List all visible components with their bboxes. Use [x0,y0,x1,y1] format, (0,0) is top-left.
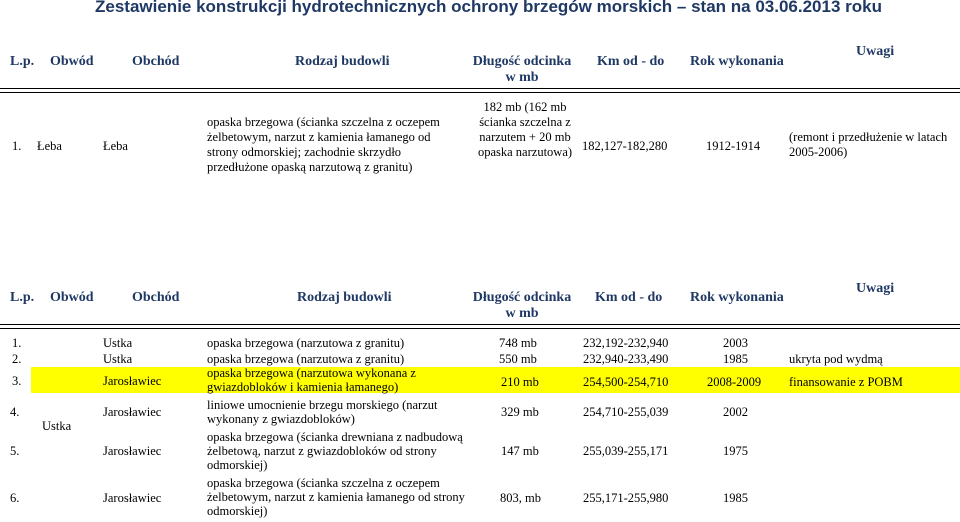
cell-dlugosc: 210 mb [501,375,539,389]
header-rodzaj: Rodzaj budowli [295,54,390,69]
cell-dlugosc: 329 mb [501,405,539,419]
cell-rodzaj: liniowe umocnienie brzegu morskiego (narzut wykonany z gwiazdobloków) [207,398,438,426]
cell-km: 254,710-255,039 [583,405,669,419]
header-obwod: Obwód [50,54,94,69]
cell-obchod: Jarosławiec [103,444,162,458]
header-rodzaj: Rodzaj budowli [297,290,392,305]
cell-obchod: Jarosławiec [103,405,162,419]
cell-rodzaj: opaska brzegowa (narzutowa z granitu) [207,352,405,366]
cell-rodzaj: opaska brzegowa (ścianka szczelna z oczepem żelbetowym, narzut z kamienia łamanego od strony odmorskiej) [207,476,465,518]
header-dlugosc: Długość odcinka w mb [472,54,572,85]
cell-km: 232,192-232,940 [583,336,669,350]
cell-rok: 1912-1914 [706,139,761,153]
cell-dlugosc: 803, mb [500,491,541,505]
cell-rok: 2003 [723,336,748,350]
cell-km: 232,940-233,490 [583,352,669,366]
cell-km: 255,171-255,980 [583,491,669,505]
header-lp: L.p. [10,54,35,69]
cell-dlugosc: 147 mb [501,444,539,458]
header-obchod: Obchód [132,54,180,69]
cell-uwagi: finansowanie z POBM [789,375,903,389]
cell-lp: 6. [10,491,20,505]
header-rok: Rok wykonania [690,290,784,305]
header-lp: L.p. [10,290,35,305]
cell-km: 182,127-182,280 [582,139,668,153]
cell-obwod: Łeba [37,139,62,153]
cell-obchod: Łeba [103,139,128,153]
divider [0,328,960,329]
cell-rok: 1985 [723,491,748,505]
cell-rok: 1985 [723,352,748,366]
header-dlugosc: Długość odcinka w mb [472,290,572,321]
header-obwod: Obwód [50,290,94,305]
cell-lp: 5. [10,444,20,458]
cell-obchod: Jarosławiec [103,491,162,505]
cell-lp: 4. [10,405,20,419]
header-obchod: Obchód [132,290,180,305]
cell-lp: 3. [12,374,22,388]
cell-rodzaj: opaska brzegowa (narzutowa z granitu) [207,336,405,350]
header-rok: Rok wykonania [690,54,784,69]
page-title: Zestawienie konstrukcji hydrotechnicznych ochrony brzegów morskich – stan na 03.06.2013 roku [95,0,882,16]
cell-rodzaj: opaska brzegowa (ścianka szczelna z oczepem żelbetowym, narzut z kamienia łamanego od strony odmorskiej; zachodnie skrzydło przedłużone opaską narzutową z granitu) [207,115,440,174]
cell-obwod-merged: Ustka [42,419,72,433]
header-km: Km od - do [595,290,663,305]
cell-km: 255,039-255,171 [583,444,669,458]
divider [0,324,960,325]
cell-obchod: Ustka [103,352,133,366]
cell-dlugosc: 748 mb [499,336,537,350]
cell-dlugosc: 550 mb [499,352,537,366]
cell-km: 254,500-254,710 [583,375,669,389]
cell-rodzaj: opaska brzegowa (narzutowa wykonana z gwiazdobloków i kamienia łamanego) [207,366,416,394]
header-uwagi: Uwagi [856,44,895,59]
header-km: Km od - do [597,54,665,69]
cell-lp: 1. [12,139,22,153]
cell-rok: 2002 [723,405,748,419]
cell-obchod: Jarosławiec [103,374,162,388]
divider [0,92,960,93]
cell-lp: 1. [12,336,22,350]
cell-rok: 1975 [723,444,748,458]
cell-lp: 2. [12,352,22,366]
cell-uwagi: ukryta pod wydmą [789,352,883,366]
divider [0,88,960,89]
cell-rodzaj: opaska brzegowa (ścianka drewniana z nadbudową żelbetową, narzut z gwiazdobloków od strony odmorskiej) [207,430,463,472]
cell-uwagi: (remont i przedłużenie w latach 2005-2006) [789,130,948,159]
cell-obchod: Ustka [103,336,133,350]
cell-rok: 2008-2009 [707,375,762,389]
cell-dlugosc: 182 mb (162 mb ścianka szczelna z narzutem + 20 mb opaska narzutowa) [477,100,573,159]
header-uwagi: Uwagi [856,281,895,296]
